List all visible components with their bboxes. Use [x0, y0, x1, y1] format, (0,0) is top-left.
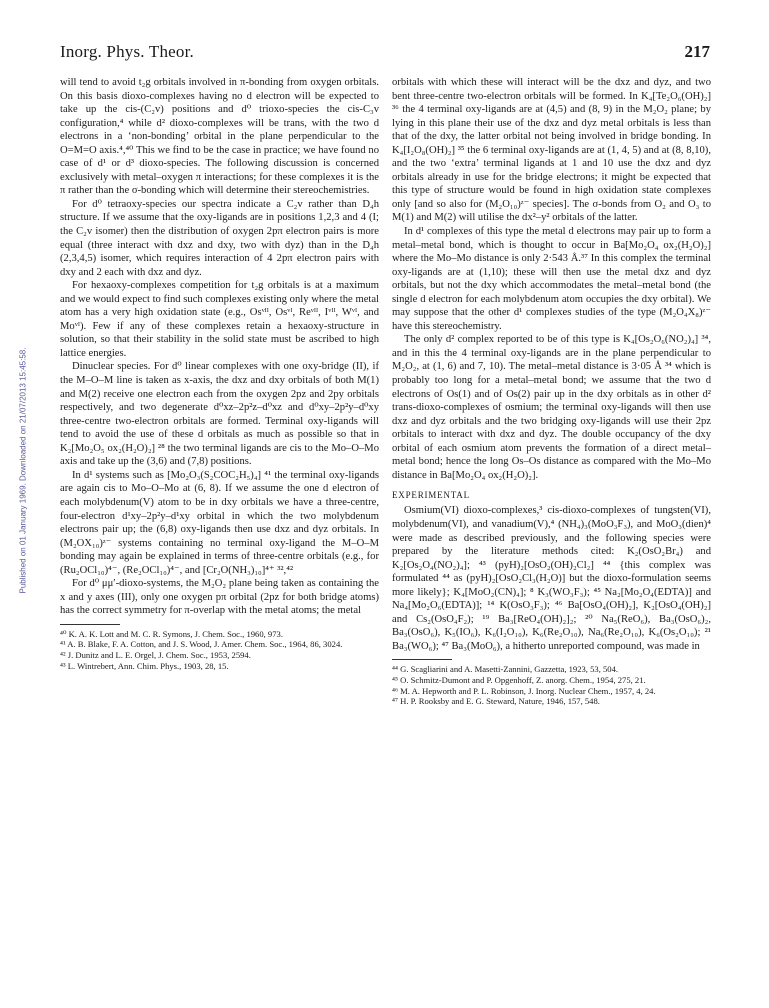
paragraph-dinuclear-species: Dinuclear species. For d⁰ linear complexes with one oxy-bridge (II), if the M–O–M line is taken as x-axis, the dxz and dxy orbitals of both M(1) and M(2) receive one electron each from the oxygen 2pz and 2py orbitals respectively, and two degenerate d⁰xz–2p²z–d⁰xz and d⁰xy–2p²y–d⁰xy three-centre two-electron orbitals are formed. Terminal oxy-ligands will tend to avoid the use of these d orbitals as much as possible so that in K₂[Mo₂O₅ ox₂(H₂O)₂] ²⁸ the two terminal ligands are cis to the Mo–O–Mo axis and take up the (3,6) and (7,8) positions. [60, 361, 379, 468]
footnote: ⁴⁷ H. P. Rooksby and E. G. Steward, Nature, 1946, 157, 548. [392, 696, 600, 707]
footnote: ⁴¹ A. B. Blake, F. A. Cotton, and J. S. Wood, J. Amer. Chem. Soc., 1964, 86, 3024. [60, 639, 343, 650]
footnote: ⁴⁶ M. A. Hepworth and P. L. Robinson, J. Inorg. Nuclear Chem., 1957, 4, 24. [392, 685, 656, 696]
paragraph-experimental: Osmium(VI) dioxo-complexes,³ cis-dioxo-complexes of tungsten(VI), molybdenum(VI), and vanadium(V),⁴ (NH₄)₃(MoO₃F₃), and MoO₃(dien)⁴ were made as described previously, and the following species were prepared by the literature methods cited: K₂(OsO₂Br₄) and K₂[Os₂O₄(NO₂)₄]; ⁴³ (pyH)₂[OsO₂(OH)₂Cl₂] ⁴⁴ {this complex was formulated ⁴⁴ as (pyH)₂[OsO₂Cl₃(H₂O)] but the dioxo-formulation seems more likely}; K₄[MoO₂(CN)₄]; ⁸ K₃(WO₃F₃); ⁴⁵ Na₂[Mo₂O₄(EDTA)] and Na₄[Mo₂O₆(EDTA)]; ¹⁴ K(OsO₃F₃); ⁴⁶ Ba[OsO₄(OH)₂], K₂[OsO₄(OH)₂] and Cs₂(OsO₄F₂); ¹⁹ Ba₃[ReO₄(OH)₂]₂; ²⁰ Na₅(ReO₆), Ba₃(OsO₆)₂, Ba₃(OsO₆), K₅(IO₆), K₆(I₂O₁₀), K₆(Re₂O₁₀), Na₆(Re₂O₁₀), K₆(Os₂O₁₀); ²¹ Ba₃(WO₆); ⁴⁷ Ba₃(MoO₆), a hitherto unreported compound, was made in [392, 505, 711, 652]
paragraph: The only d² complex reported to be of this type is K₄[Os₂O₆(NO₂)₄] ³⁴, and in this the 4 terminal oxy-ligands are in the plane perpendicular to M₂O₂, at (1, 6) and 7, 10). The metal–metal distance is 3·05 Å ³⁴ which is probably too long for a metal–metal bond; we assume that the two d electrons of Os(1) and of Os(2) pair up in the dxy orbitals as in other d² trans-dioxo-complexes of osmium; the terminal oxy-ligands will then use dxz and dyz orbitals and the two bridging oxy-ligands will use their 2pz orbitals to interact with dxz and dyz. The double occupancy of the dxy orbital of each osmium atom prevents the formation of a direct metal–metal bond; hence the long Os–Os distance as compared with the Mo–Mo distance in Ba[Mo₂O₄ ox₂(H₂O)₂]. [392, 334, 711, 481]
footnote: ⁴⁰ K. A. K. Lott and M. C. R. Symons, J. Chem. Soc., 1960, 973. [60, 628, 283, 639]
footnote-divider [60, 624, 120, 625]
paragraph: will tend to avoid t₂g orbitals involved in π-bonding from oxygen orbitals. On this basis dioxo-complexes having no d electron will be expected to take up the cis-(C₂v) positions and d⁰ trioxo-species the cis-C₃v configuration,⁴ while d² dioxo-complexes will be trans, with the two d electrons in a ‘non-bonding’ orbital in the plane perpendicular to the O=M=O axis.⁴,⁴⁰ This we find to be the case in practice; we have found no case of d¹ or d³ dioxo-species. The following discussion is concerned exclusively with metal–oxygen π interactions; for these complexes it is the π rather than the σ-bonding which will determine their stereochemistries. [60, 77, 379, 197]
running-title: Inorg. Phys. Theor. [60, 42, 194, 61]
footnote: ⁴³ L. Wintrebert, Ann. Chim. Phys., 1903, 28, 15. [60, 660, 229, 671]
paragraph: In d¹ complexes of this type the metal d electrons may pair up to form a metal–metal bond, which is thought to occur in Ba[Mo₂O₄ ox₂(H₂O)₂] where the Mo–Mo distance is only 2·543 Å.³⁷ In this complex the terminal oxy-ligands are at (1,10); these will then use the metal dxz and dyz orbitals, but not the dxy which accommodates the metal–metal bond (the single d electron for each molybdenum atom occupies the dxy orbital). We may suppose that the other d¹ complexes studies of the type (M₂O₄X₈)ᶻ⁻ have this stereochemistry. [392, 226, 711, 332]
page-header [60, 42, 710, 66]
right-column [392, 76, 711, 707]
section-heading-experimental: EXPERIMENTAL [392, 490, 470, 501]
paragraph: orbitals with which these will interact will be the dxz and dyz, and two bent three-centre two-electron orbitals will be formed. In K₄[Te₂O₆(OH)₂] ³⁶ the 4 terminal oxy-ligands are at (4,5) and (8, 9) in the M₂O₂ plane; by lying in this plane their use of the dxz and dyz metal orbitals is less than that of the dxy, the latter orbital not being involved in bridge bonding. In K₄[I₂O₈(OH)₂] ³⁵ the 6 terminal oxy-ligands are at (1, 4, 5) and at (8, 8,10), and the two ‘extra’ terminal ligands at 1 and 10 use the dxz and dyz orbitals already in use for the bridge electrons; it might be expected that this type of structure would be found in high oxidation state complexes only [and so also for (M₂O₁₀)ᶻ⁻ species]. The σ-bonds from O₂ and O₃ to M(1) and M(2) will utilise the dx²–y² orbitals of the latter. [392, 77, 711, 224]
footnote-divider [392, 659, 452, 660]
download-side-note: Published on 01 January 1969. Downloaded on 21/07/2013 15:45:58. [18, 347, 28, 594]
paragraph: For d⁰ μμ′-dioxo-systems, the M₂O₂ plane being taken as containing the x and y axes (III), only one oxygen pπ orbital (2pz for both bridge atoms) has the correct symmetry for π-overlap with the metal atoms; the metal [60, 578, 379, 617]
paragraph: For d⁰ tetraoxy-species our spectra indicate a C₂v rather than D₄h structure. If we assume that the oxy-ligands are in positions 1,2,3 and 4 (I; the C₂v isomer) then the distribution of oxygen 2pπ electron pairs is more equal (three interact with dxz and dxy, two with dyz) than in the D₄h (2,3,4,5) isomer, which requires interaction of 4 2pπ electron pairs with dxy and 2 each with dxz and dyz. [60, 198, 379, 278]
paragraph: In d¹ systems such as [Mo₂O₃(S₂COC₂H₅)₄] ⁴¹ the terminal oxy-ligands are again cis to Mo–O–Mo at (6, 8). If we assume the one d electron of each molybdenum(V) atom to be in dxy orbitals we have a three-centre, four-electron d¹xy–2p²y–d¹xy orbital in which the two molybdenum electrons pair up; the (6,8) oxy-ligands then use dxz and dyz orbitals. In (M₂OX₁₀)ᶻ⁻ systems containing no terminal oxy-ligand the M–O–M bonding may again be explained in terms of three-centre orbitals (e.g., for (Ru₂OCl₁₀)⁴⁻, (Re₂OCl₁₀)⁴⁻, and [Cr₂O(NH₃)₁₀]⁴⁺ ³²,⁴² [60, 469, 379, 576]
paragraph: For hexaoxy-complexes competition for t₂g orbitals is at a maximum and we would expect to find such complexes existing only where the metal atom has a very high oxidation state (e.g., Osᵛᴵᴵ, Osᵛᴵ, Reᵛᴵᴵ, Iᵛᴵᴵ, Wᵛᴵ, and Moᵛᴵ). Few if any of these complexes retain a hexaoxy-structure in solution, so that their stability in the solid state must be ascribed to high lattice energies. [60, 280, 379, 359]
page-number: 217 [684, 42, 710, 61]
footnote: ⁴² J. Dunitz and L. E. Orgel, J. Chem. Soc., 1953, 2594. [60, 650, 251, 661]
footnote: ⁴⁵ O. Schmitz-Dumont and P. Opgenhoff, Z. anorg. Chem., 1954, 275, 21. [392, 675, 646, 686]
footnote: ⁴⁴ G. Scagliarini and A. Masetti-Zannini, Gazzetta, 1923, 53, 504. [392, 664, 619, 675]
left-column [60, 76, 379, 671]
